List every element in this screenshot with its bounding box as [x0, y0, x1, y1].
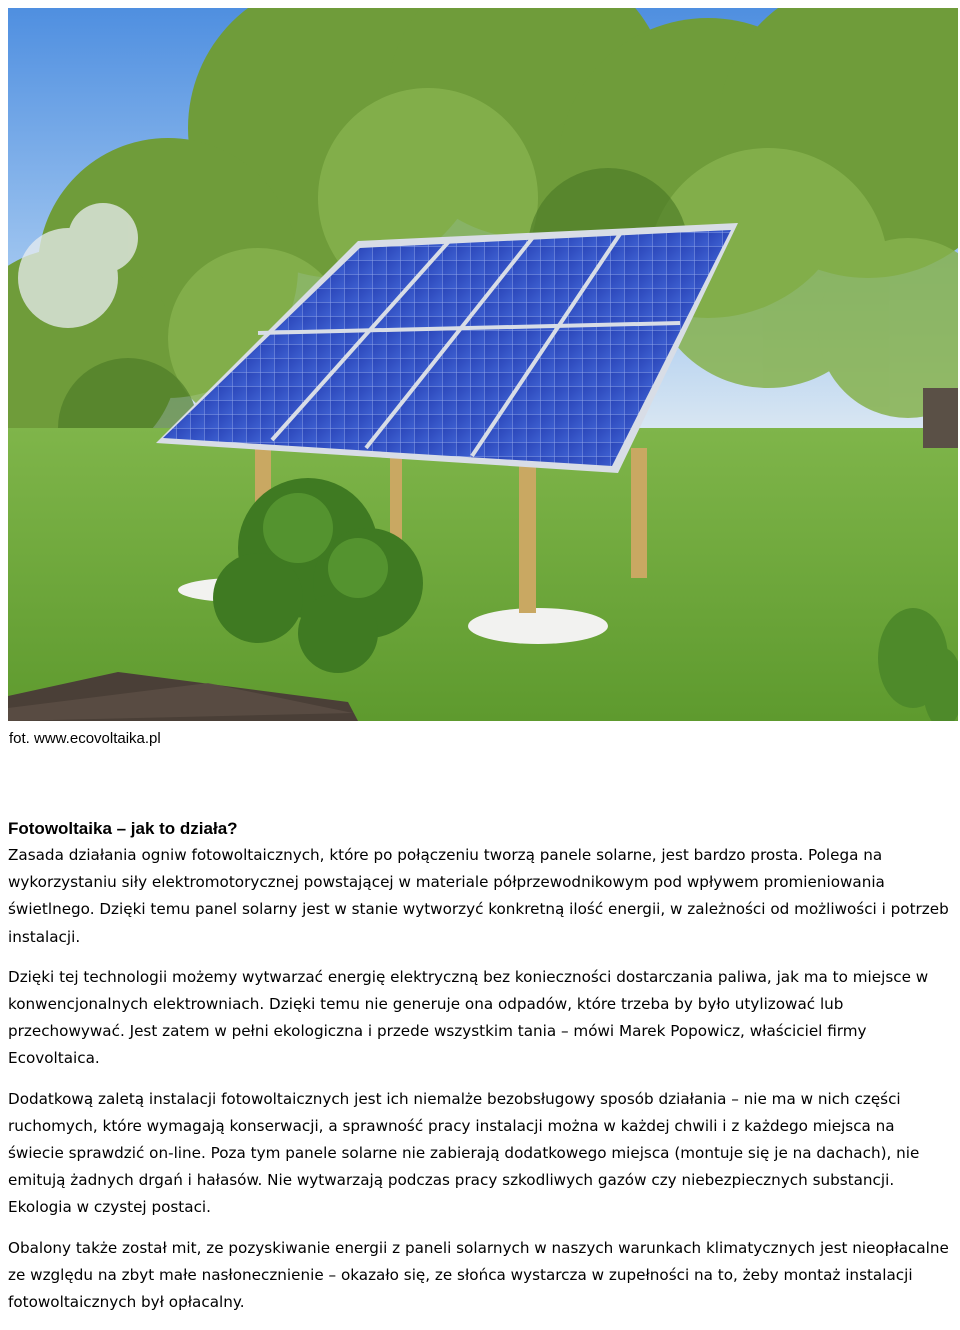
paragraph-1: Zasada działania ogniw fotowoltaicznych, które po połączeniu tworzą panele solarne, jest bardzo prosta. Polega na wykorzystaniu siły elektromotorycznej powstającej w materiale półprzewodnikowym pod wpływem promieniowania świetlnego. Dzięki temu panel solarny jest w stanie wytworzyć konkretną ilość energii, w zależności od możliwości i potrzeb instalacji.: [8, 846, 949, 946]
paragraph-3: Dodatkową zaletą instalacji fotowoltaicznych jest ich niemalże bezobsługowy sposób działania – nie ma w nich części ruchomych, które wymagają konserwacji, a sprawność pracy instalacji można w każdej chwili i z każdego miejsca na świecie sprawdzić on-line. Poza tym panele solarne nie zabierają dodatkowego miejsca (montuje się je na dachach), nie emitują żadnych drgań i hałasów. Nie wytwarzają podczas pracy szkodliwych gazów czy niebezpiecznych substancji. Ekologia w czystej postaci.: [8, 1089, 920, 1217]
paragraph-4: Obalony także został mit, ze pozyskiwanie energii z paneli solarnych w naszych warunkach klimatycznych jest nieopłacalne ze względu na zbyt małe nasłonecznienie – okazało się, ze słońca wystarcza w zupełności na to, żeby montaż instalacji fotowoltaicznych był opłacalny.: [8, 1238, 949, 1312]
article: [8, 815, 954, 1329]
photo-caption: fot. www.ecovoltaika.pl: [9, 730, 161, 747]
solar-panel-photo: [8, 8, 958, 721]
article-title: Fotowoltaika – jak to działa?: [8, 819, 238, 838]
paragraph-2: Dzięki tej technologii możemy wytwarzać energię elektryczną bez konieczności dostarczania paliwa, jak ma to miejsce w konwencjonalnych elektrowniach. Dzięki temu nie generuje ona odpadów, które trzeba by było utylizować lub przechowywać. Jest zatem w pełni ekologiczna i przede wszystkim tania – mówi Marek Popowicz, właściciel firmy Ecovoltaica.: [8, 967, 929, 1068]
